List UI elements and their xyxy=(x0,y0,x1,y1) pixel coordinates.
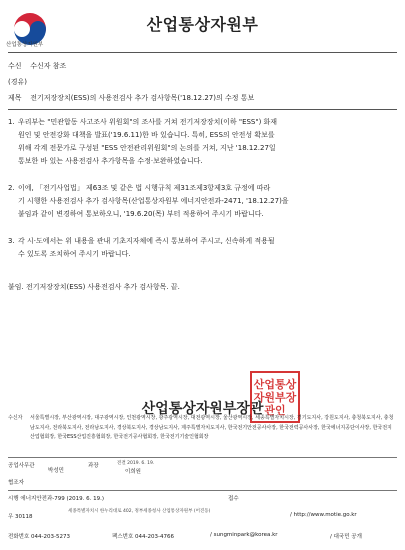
cooperation-label: 협조자 xyxy=(8,480,24,486)
paragraph-2-line: 이에, 「전기사업법」 제63조 및 같은 법 시행규칙 제31조제3항제3호 규정에 따라 xyxy=(18,184,271,192)
fax-number: 팩스번호 044-203-4766 xyxy=(112,534,174,540)
author-name: 박성민 xyxy=(48,468,64,474)
recipient-value: 수신자 참조 xyxy=(30,62,67,70)
sign-date: 전결 2019. 6. 19. xyxy=(117,461,155,466)
paragraph-2-line: 붙임과 같이 변경하여 통보하오니, '19.6.20(목) 부터 적용하여 주시기 바랍니다. xyxy=(18,210,264,218)
recipients-label: 수신자 xyxy=(8,415,23,421)
paragraph-1-line: 통보한 바 있는 사용전검사 추가항목을 수정·보완하였습니다. xyxy=(18,157,203,165)
paragraph-2-line: 기 시행한 사용전검사 추가 검사항목(산업통상자원부 에너지안전과-2471, '18.12.27)을 xyxy=(18,197,289,205)
sender-name: 산업통상자원부장관 xyxy=(141,401,264,417)
postal-code: 우 30118 xyxy=(8,514,33,520)
chief-role: 과장 xyxy=(88,463,99,469)
enforcement-number: 시행 에너지안전과-799 (2019. 6. 19.) xyxy=(8,496,105,502)
attachment-line: 붙임. 전기저장장치(ESS) 사용전검사 추가 검사항목. 끝. xyxy=(8,283,180,291)
paragraph-3-number: 3. xyxy=(8,237,15,245)
paragraph-3-line: 각 시·도에서는 위 내용을 관내 기초지자체에 즉시 통보하여 주시고, 신속하게 적용될 xyxy=(18,237,275,245)
author-role: 공업사무관 xyxy=(8,463,35,469)
chief-name: 이희원 xyxy=(125,469,141,475)
paragraph-3 xyxy=(8,235,398,261)
emblem-caption: 산업통상자원부 xyxy=(6,42,44,48)
paragraph-1 xyxy=(8,116,398,168)
header-divider xyxy=(8,52,397,53)
paragraph-1-number: 1. xyxy=(8,118,15,126)
via-value: (경유) xyxy=(8,78,27,86)
paragraph-2-number: 2. xyxy=(8,184,15,192)
subject-value: 전기저장장치(ESS)의 사용전검사 추가 검사항목('18.12.27)의 수정 통보 xyxy=(30,94,255,102)
paragraph-1-line: 우리부는 "민관합동 사고조사 위원회"의 조사를 거쳐 전기저장장치(이하 "ESS") 화재 xyxy=(18,118,278,126)
subject-row xyxy=(8,93,254,103)
footer-divider xyxy=(8,457,397,458)
footer-divider xyxy=(8,490,397,491)
via-row xyxy=(8,77,27,87)
address: 세종특별자치시 한누리대로 402, 정부세종청사 산업통상자원부 (어진동) xyxy=(68,509,211,514)
paragraph-1-line: 위해 각계 전문가로 구성된 "ESS 안전관리위원회"의 논의를 거쳐, 지난 '18.12.27일 xyxy=(18,144,276,152)
seal-line: 산업통상 xyxy=(253,378,297,391)
recipient-row xyxy=(8,61,66,71)
website-link[interactable]: / http://www.motie.go.kr xyxy=(290,512,357,518)
phone-number: 전화번호 044-203-5273 xyxy=(8,534,70,540)
email-link[interactable]: / sungminpark@korea.kr xyxy=(210,532,278,538)
disclosure-status: / 대국민 공개 xyxy=(330,534,362,540)
paragraph-2 xyxy=(8,182,398,221)
receipt-label: 접수 xyxy=(228,496,239,502)
paragraph-3-line: 수 있도록 조치하여 주시기 바랍니다. xyxy=(18,250,131,258)
subject-divider xyxy=(8,109,397,110)
seal-line: 자원부장 xyxy=(253,391,297,404)
page-title: 산업통상자원부 xyxy=(146,15,259,34)
recipient-label: 수신 xyxy=(8,62,22,70)
recipients-list: 서울특별시장, 부산광역시장, 대구광역시장, 인천광역시장, 광주광역시장, 대전광역시장, 울산광역시장, 세종특별자치시장, 경기도지사, 강원도지사, 충청북도지사, 충청남도지사, 전라북도지사, 전라남도지사, 경상북도지사, 경상남도지사, 제주특별자치도지사, 한국전기안전공사사장, 한국전력공사사장, 한국에너지공단이사장, 한국전지산업협회장, 한국ESS산업진흥협회장, 한국전기공사협회장, 한국전기기술인협회장 xyxy=(30,415,394,440)
subject-label: 제목 xyxy=(8,94,22,102)
seal-line: 관인 xyxy=(264,404,286,417)
paragraph-1-line: 원인 및 안전강화 대책을 발표('19.6.11)한 바 있습니다. 특히, ESS의 안전성 확보를 xyxy=(18,131,275,139)
